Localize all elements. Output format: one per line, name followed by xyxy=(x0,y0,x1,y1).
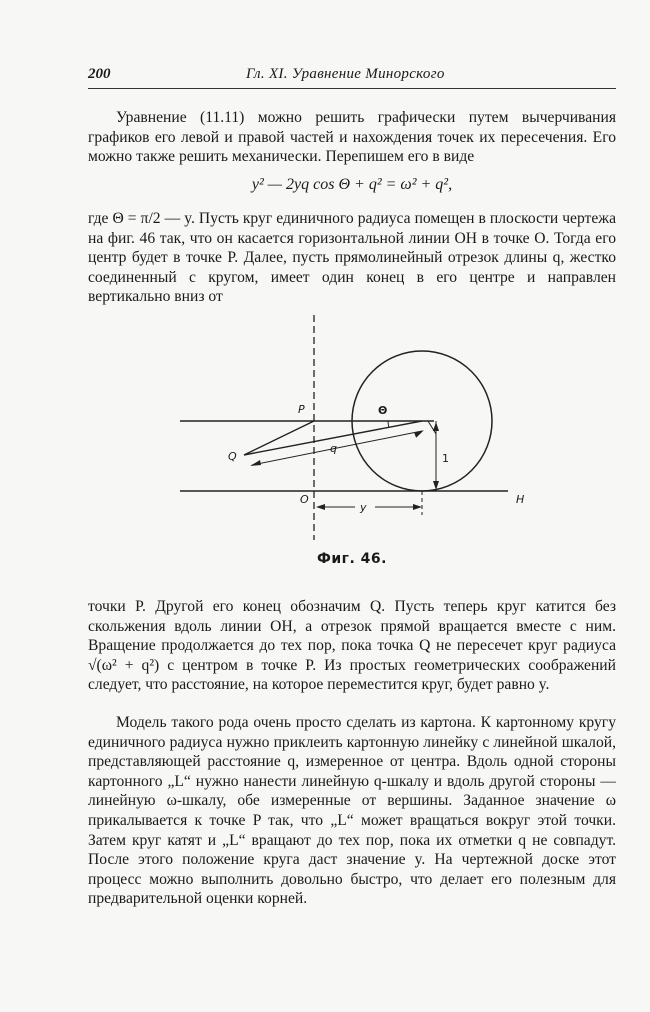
label-H: H xyxy=(516,493,525,506)
page-number: 200 xyxy=(88,66,111,82)
equation: y² — 2yq cos Θ + q² = ω² + q², xyxy=(251,176,453,193)
header-rule xyxy=(88,88,616,89)
segment-PQ xyxy=(244,421,314,455)
paragraph-2: где Θ = π/2 — y. Пусть круг единичного радиуса помещен в плоскости чертежа на фиг. 46 так, что он касается горизонтальной линии OH в точке O. Тогда его центр будет в точке P. Далее, пусть прямолинейный отрезок длины q, жестко соединенный с кругом, имеет один конец в его центре и направлен вертикально вниз от xyxy=(88,210,616,306)
label-theta: Θ xyxy=(378,404,388,417)
y-arrow-right xyxy=(413,504,422,510)
page-header xyxy=(88,66,618,88)
label-P: P xyxy=(298,403,305,416)
label-O: O xyxy=(300,493,309,506)
paragraph-3: точки P. Другой его конец обозначим Q. Пусть теперь круг катится без скольжения вдоль линии OH, а отрезок прямой вращается вместе с ним. Вращение продолжается до тех пор, пока точка Q не пересечет круг радиуса √(ω² + q²) с центром в точке P. Из простых геометрических соображений следует, что расстояние, на которое переместится круг, будет равно y. xyxy=(88,598,616,694)
label-q: q xyxy=(330,442,337,455)
q-arrowhead-left xyxy=(250,460,261,466)
running-title: Гл. XI. Уравнение Минорского xyxy=(246,66,445,82)
paragraph-4: Модель такого рода очень просто сделать из картона. К картонному кругу единичного радиуса нужно приклеить картонную линейку с линейной шкалой, представляющей расстояние q, измеренное от центра. Вдоль одной стороны картонного „L“ нужно нанести линейную q-шкалу и вдоль другой стороны — линейную ω-шкалу, обе измеренные от вершины. Заданное значение ω прикалывается к точке P так, что „L“ может вращаться вокруг этой точки. Затем круг катят и „L“ вращают до тех пор, пока их отметки q не совпадут. После этого положение круга даст значение y. На чертежной доске этот процесс можно выполнить довольно быстро, что делает его полезным для предварительной оценки корней. xyxy=(88,714,616,908)
paragraph-1: Уравнение (11.11) можно решить графически путем вычерчивания графиков его левой и правой частей и нахождения точек их пересечения. Его можно также решить механически. Перепишем его в виде xyxy=(88,109,616,166)
label-y: y xyxy=(360,501,367,514)
figure-46 xyxy=(170,310,540,545)
label-one: 1 xyxy=(442,452,449,465)
y-arrow-left xyxy=(316,504,325,510)
label-Q: Q xyxy=(228,450,237,463)
figure-caption: Фиг. 46. xyxy=(316,551,387,567)
